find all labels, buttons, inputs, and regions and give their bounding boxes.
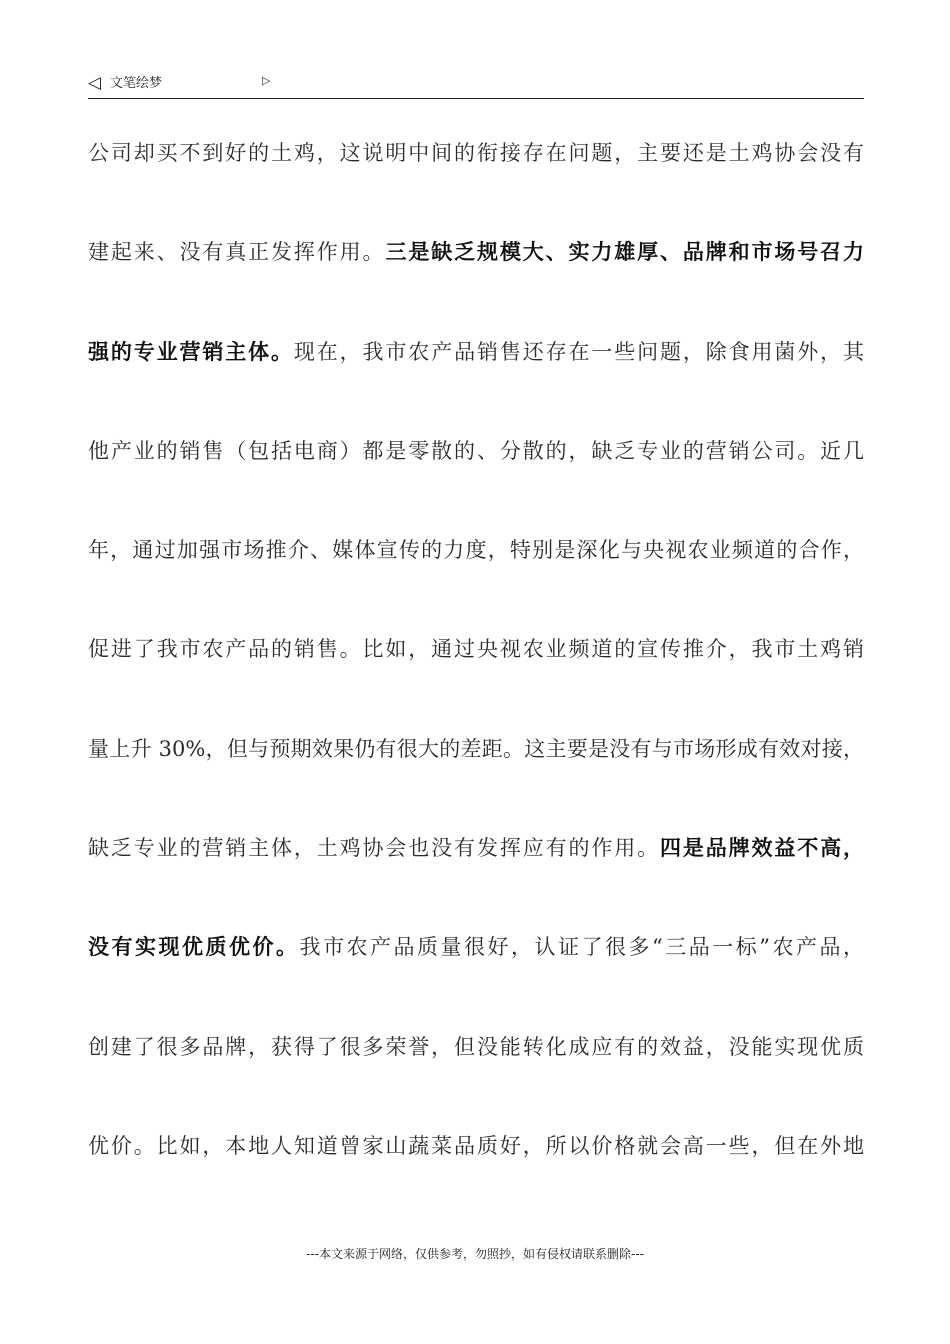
bold-text-segment: 没有实现优质优价。 [88,935,300,960]
text-line [88,327,864,426]
bold-text-segment: 三是缺乏规模大、实力雄厚、品牌和市场号召力 [385,240,865,265]
text-line [88,724,864,823]
text-line [88,426,864,525]
text-segment: 量上升 30%，但与预期效果仍有很大的差距。这主要是没有与市场形成有效对接， [88,736,864,761]
bold-text-segment: 强的专业营销主体。 [88,339,294,364]
text-line [88,823,864,922]
text-segment: 我市农产品质量很好，认证了很多“三品一标”农产品， [299,935,864,960]
text-segment: 现在，我市农产品销售还存在一些问题，除食用菌外，其 [293,339,865,364]
text-segment: 缺乏专业的营销主体，土鸡协会也没有发挥应有的作用。 [88,836,660,861]
header-brand: 文笔绘梦 [110,76,163,91]
text-segment: 年，通过加强市场推介、媒体宣传的力度，特别是深化与央视农业频道的合作， [88,538,864,563]
document-body [88,128,864,1220]
text-line [88,624,864,723]
text-line [88,922,864,1021]
text-line [88,1121,864,1220]
text-segment: 促进了我市农产品的销售。比如，通过央视农业频道的宣传推介，我市土鸡销 [88,637,864,662]
page-header [88,72,864,99]
text-segment: 建起来、没有真正发挥作用。 [88,240,386,265]
left-triangle-icon: ◁ [88,73,102,93]
text-line [88,128,864,227]
text-line [88,525,864,624]
text-line [88,1022,864,1121]
text-line [88,227,864,326]
text-segment: 优价。比如，本地人知道曾家山蔬菜品质好，所以价格就会高一些，但在外地 [88,1133,864,1158]
right-triangle-icon: ▷ [262,74,271,87]
page-footer-disclaimer: ---本文来源于网络，仅供参考，勿照抄，如有侵权请联系删除--- [306,1247,644,1261]
text-segment: 公司却买不到好的土鸡，这说明中间的衔接存在问题，主要还是土鸡协会没有 [88,141,864,165]
text-segment: 创建了很多品牌，获得了很多荣誉，但没能转化成应有的效益，没能实现优质 [88,1034,864,1059]
text-segment: 他产业的销售（包括电商）都是零散的、分散的，缺乏专业的营销公司。近几 [88,438,864,463]
bold-text-segment: 四是品牌效益不高， [659,836,864,861]
